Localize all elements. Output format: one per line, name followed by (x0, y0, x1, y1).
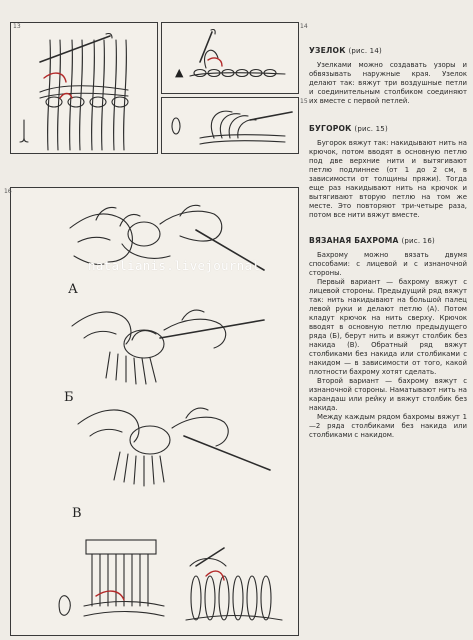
section-paragraph: Первый вариант — бахрому вяжут с лицевой стороны. Предыдущий ряд вяжут так: нить накидывают на большой палец левой руки и делают петлю (А). Потом кладут крючок на нить сверху. Крючок вводят в основную петлю предыдущего ряда (Б), берут нить и вяжут столбик без накида (В). Обратный ряд вяжут столбиками без накида или столбиками с накидом — в зависимости от того, какой плотности бахрому хотят сделать. (309, 278, 467, 376)
section-paragraph: Узелками можно создавать узоры и обвязывать наружные края. Узелок делают так: вяжут три воздушные петли и соединительным столбиком соединяют их вместе с первой петлей. (309, 61, 467, 105)
section-paragraph: Бахрому можно вязать двумя способами: с лицевой и с изнаночной стороны. (309, 251, 467, 277)
figure-13-red-arrow (44, 73, 66, 82)
figure-14-picot-chain (190, 30, 285, 77)
figure-label-v: В (72, 506, 82, 521)
figure-16-fringe-pencil (59, 540, 164, 616)
figure-label-b: Б (64, 390, 74, 405)
figure-16b-hands (72, 310, 264, 384)
section-title: УЗЕЛОК (рис. 14) (309, 46, 382, 55)
section-title: ВЯЗАНАЯ БАХРОМА (рис. 16) (309, 236, 435, 245)
text-section-fringe (309, 236, 467, 440)
section-paragraph: Бугорок вяжут так: накидывают нить на крючок, потом вводят в основную петлю под две верхние нити и вытягивают петлю подлиннее (от 1 до 2 см, в зависимости от толщины пряжи). Тогда еще раз накидывают нить на крючок и вытягивают вторую петлю на том же месте. Это повторяют три-четыре раза, потом все нити вяжут вместе. (309, 139, 467, 219)
figure-number-14: 14 (300, 23, 308, 30)
section-title: БУГОРОК (рис. 15) (309, 124, 388, 133)
text-section-bobble (309, 124, 467, 220)
figure-number-15: 15 (300, 98, 308, 105)
watermark-text: natalianis.livejournal (88, 258, 261, 273)
figure-number-16: 16 (4, 188, 12, 195)
figure-number-13: 13 (13, 23, 21, 30)
figure-15-bobble (172, 111, 292, 144)
figure-13-stitch-loops (20, 34, 128, 151)
triangle-marker-icon: ▲ (175, 66, 184, 79)
section-paragraph: Второй вариант — бахрому вяжут с изнаночной стороны. Наматывают нить на карандаш или рейку и вяжут столбик без накида. (309, 377, 467, 412)
figure-label-a: А (68, 282, 78, 297)
text-section-picot (309, 46, 467, 106)
section-paragraph: Между каждым рядом бахромы вяжут 1—2 ряда столбиками без накида или столбиками с накидом. (309, 413, 467, 439)
figure-16v-hands (78, 408, 270, 486)
figure-16-fringe-loops (186, 548, 282, 620)
